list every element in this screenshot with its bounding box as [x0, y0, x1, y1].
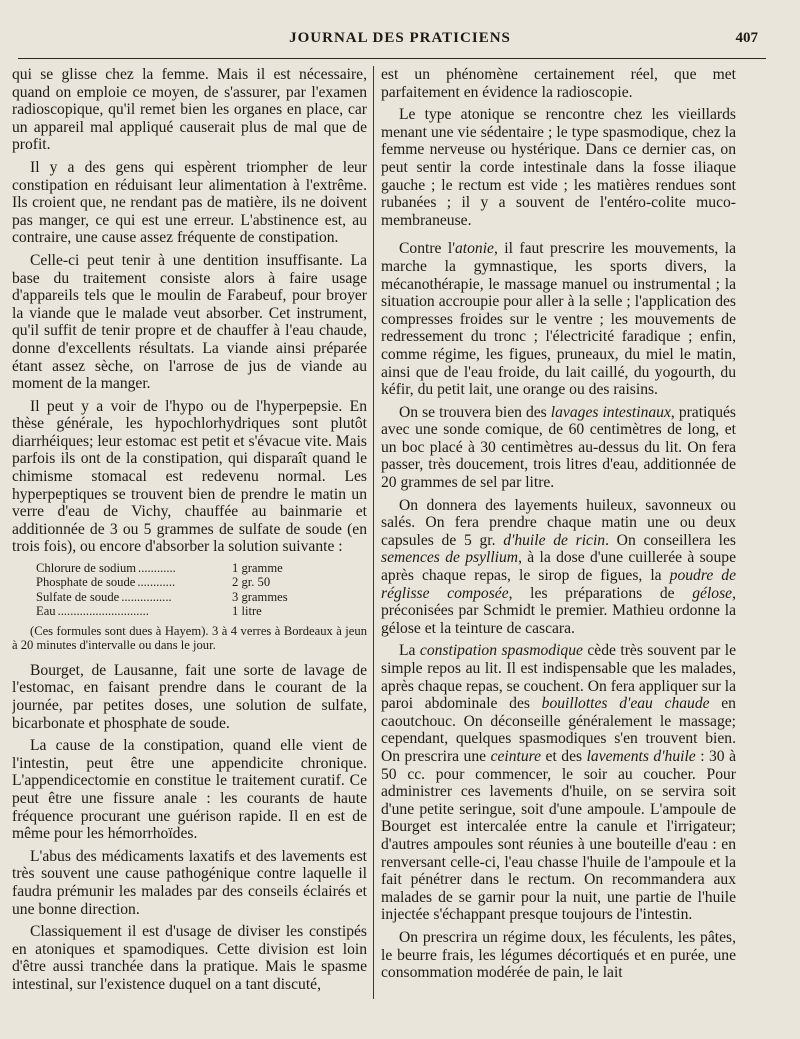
formula-note: (Ces formules sont dues à Hayem). 3 à 4 verres à Bordeaux à jeun à 20 minutes d'intervalle ou dans le jour.	[12, 623, 367, 653]
paragraph: Le type atonique se rencontre chez les vieillards menant une vie sédentaire ; le type spasmodique, chez la femme nerveuse ou hystérique. Dans ce dernier cas, on peut sentir la corde intestinale dans la fosse iliaque gauche ; le rectum est vide ; les matières rendues sont rubanées ; il y a souvent de l'entéro-colite muco-membraneuse.	[381, 106, 736, 229]
paragraph: Classiquement il est d'usage de diviser les constipés en atoniques et spamodiques. Cette division est loin d'être aussi tranchée dans la pratique. Mais le spasme intestinal, sur l'existence duquel on a tant discuté,	[12, 923, 367, 993]
formula-dots: ............	[137, 575, 176, 590]
emphasis: lavements d'huile	[586, 747, 696, 765]
paragraph: On donnera des layements huileux, savonneux ou salés. On fera prendre chaque matin une ou deux capsules de 5 gr. d'huile de ricin. On conseillera les semences de psyllium, à la dose d'une cuillerée à soupe après chaque repas, le sirop de figues, la poudre de réglisse composée, les préparations de gélose, préconisées par Schmidt le premier. Mathieu ordonne la gélose et la teinture de cascara.	[381, 496, 736, 637]
paragraph: qui se glisse chez la femme. Mais il est nécessaire, quand on emploie ce moyen, de s'assurer, par l'examen radioscopique, qu'il remet bien les organes en place, car un appareil mal appliqué causerait plus de mal que de profit.	[12, 66, 367, 154]
page-number: 407	[735, 30, 758, 46]
paragraph: La cause de la constipation, quand elle vient de l'intestin, peut être une appendicite chronique. L'appendicectomie en constitue le traitement curatif. Ce peut être une fissure anale : les courants de haute fréquence procurant une guérison rapide. Il en est de même pour les hémorrhoïdes.	[12, 737, 367, 843]
formula-quantity: 2 gr. 50	[232, 575, 271, 590]
formula-row	[36, 604, 326, 618]
paragraph: On prescrira un régime doux, les féculents, les pâtes, le beurre frais, les légumes décortiqués et en purée, une consommation modérée de pain, le lait	[381, 928, 736, 982]
formula-ingredient: Phosphate de soude	[36, 575, 136, 590]
formula-quantity: 3 grammes	[232, 589, 288, 604]
emphasis: gélose	[692, 584, 733, 602]
paragraph: Il peut y a voir de l'hypo ou de l'hyperpepsie. En thèse générale, les hypochlorhydriques sont plutôt diarrhéiques; leur estomac est petit et s'évacue vite. Mais parfois ils ont de la constipation, qui disparaît quand le chimisme stomacal est redevenu normal. Les hyperpeptiques se trouvent bien de prendre le matin un verre d'eau de Vichy, chauffée au bainmarie et additionnée de 3 ou 5 grammes de sulfate de soude (en trois fois), ou encore d'absorber la solution suivante :	[12, 397, 367, 556]
right-column	[381, 66, 736, 1019]
formula-ingredient: Sulfate de soude	[36, 589, 120, 604]
emphasis: lavages intestinaux	[550, 403, 671, 421]
page-header	[0, 24, 800, 54]
left-column	[12, 66, 367, 1019]
emphasis: poudre de réglisse composée	[381, 567, 736, 602]
formula-ingredient: Chlorure de sodium	[36, 561, 137, 576]
formula-quantity: 1 gramme	[232, 561, 283, 576]
formula-row	[36, 561, 326, 575]
journal-title: JOURNAL DES PRATICIENS	[289, 30, 511, 46]
header-rule	[18, 58, 766, 59]
formula-ingredient: Eau	[36, 604, 56, 619]
paragraph: L'abus des médicaments laxatifs et des lavements est très souvent une cause pathogénique contre laquelle il faudra prémunir les malades par des conseils éclairés et une bonne direction.	[12, 847, 367, 918]
paragraph: Bourget, de Lausanne, fait une sorte de lavage de l'estomac, en faisant prendre dans le courant de la journée, par petites doses, une solution de sulfate, bicarbonate et phosphate de soude.	[12, 661, 367, 732]
formula-dots: ............	[138, 561, 176, 576]
formula-quantity: 1 litre	[232, 604, 262, 619]
formula-row	[36, 590, 326, 604]
column-divider	[373, 66, 374, 999]
paragraph: est un phénomène certainement réel, que met parfaitement en évidence la radioscopie.	[381, 66, 736, 101]
emphasis: ceinture	[490, 747, 542, 765]
formula-row	[36, 575, 326, 589]
emphasis: constipation spasmodique	[419, 642, 583, 660]
paragraph: Celle-ci peut tenir à une dentition insuffisante. La base du traitement consiste alors à faire usage d'appareils tels que le moulin de Farabeuf, pour broyer la viande que le malade veut absorber. Cet instrument, qu'il suffit de tenir propre et de chauffer à l'eau chaude, donne d'excellents résultats. La viande ainsi préparée étant assez sèche, on l'arrose de jus de viande au moment de la manger.	[12, 251, 367, 393]
paragraph: Il y a des gens qui espèrent triompher de leur constipation en réduisant leur alimentation à l'extrême. Ils croient que, ne rendant pas de matière, ils ne doivent pas manger, ce qui est une erreur. L'abstinence est, au contraire, une cause assez fréquente de constipation.	[12, 158, 367, 247]
emphasis: bouillottes d'eau chaude	[541, 695, 710, 713]
paragraph: La constipation spasmodique cède très souvent par le simple repos au lit. Il est indispensable que les malades, après chaque repas, se couchent. On fera appliquer sur la paroi abdominale des bouillottes d'eau chaude en caoutchouc. On déconseille généralement le massage; cependant, quelques spasmodiques s'en trouvent bien. On prescrira une ceinture et des lavements d'huile : 30 à 50 cc. pour commencer, le soir au coucher. Pour administrer ces lavements d'huile, on se servira soit d'une petite seringue, soit d'une ampoule. L'ampoule de Bourget est intercalée entre la canule et l'irrigateur; d'autres ampoules sont réunies à une bouteille d'eau : en renversant celle-ci, l'eau chasse l'huile de l'ampoule et la fait pénétrer dans le rectum. On recommandera aux malades de se garnir pour la nuit, une partie de l'huile injectée s'échappant presque toujours de l'intestin.	[381, 642, 736, 924]
formula-table	[36, 561, 326, 619]
formula-dots: ................	[121, 589, 172, 604]
paragraph: On se trouvera bien des lavages intestinaux, pratiqués avec une sonde comique, de 60 centimètres de long, et un boc placé à 30 centimètres au-dessus du lit. On fera passer, très doucement, trois litres d'eau, additionnée de 20 grammes de sel par litre.	[381, 403, 736, 492]
formula-dots: .............................	[57, 604, 149, 619]
emphasis: d'huile de ricin	[503, 531, 606, 549]
paragraph: Contre l'atonie, il faut prescrire les mouvements, la marche la gymnastique, les sports divers, la mécanothérapie, le massage manuel ou instrumental ; la situation accroupie pour aller à la selle ; l'application des compresses froides sur le ventre ; les mouvements de redressement du tronc ; l'électricité faradique ; enfin, comme régime, les figues, pruneaux, du miel le matin, ainsi que de l'eau froide, du lait caillé, du yogourth, du kéfir, du petit lait, une orange ou des raisins.	[381, 240, 736, 399]
emphasis: atonie	[455, 240, 494, 258]
emphasis: semences de psyllium	[381, 549, 519, 567]
